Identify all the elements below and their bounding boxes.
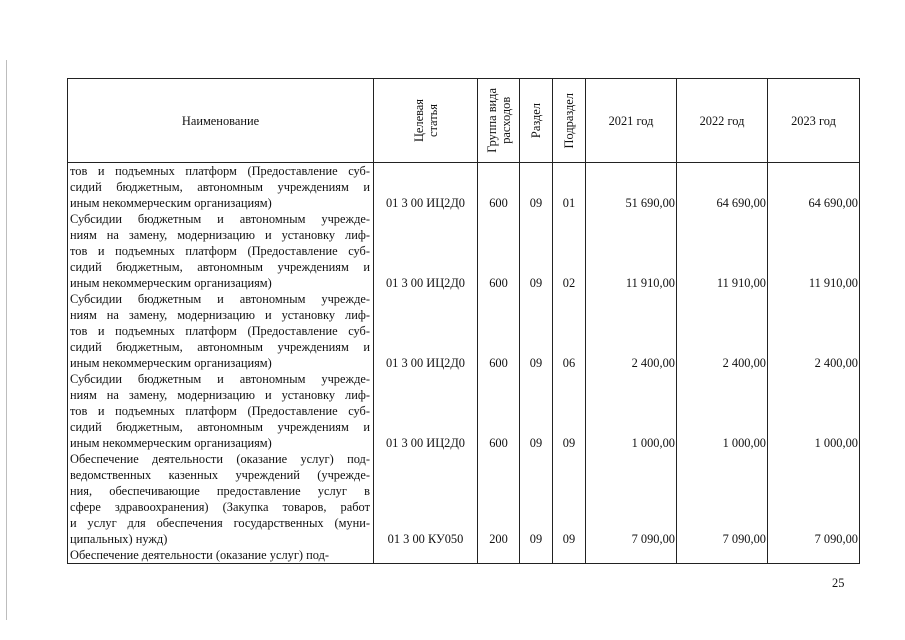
row-subsection: 01 [553,163,586,212]
page-number: 25 [832,576,845,590]
row-name-line: Обеспечение деятельности (оказание услуг) под- [70,452,370,466]
table-body [68,163,860,564]
row-name-line: тов и подъемных платформ (Предоставление суб- [70,244,370,258]
row-subsection [553,547,586,564]
row-name-cell [68,547,374,564]
row-name-line: сидий бюджетным, автономным учреждениям и [70,260,370,274]
row-name-cell [68,291,374,371]
row-amount-2021: 7 090,00 [586,451,677,547]
table-row [68,211,860,291]
row-amount-2023: 1 000,00 [768,371,860,451]
row-name-line: ниям на замену, модернизацию и установку лиф- [70,308,370,322]
row-expense-group: 600 [478,291,520,371]
row-name-line: тов и подъемных платформ (Предоставление суб- [70,164,370,178]
row-amount-2023 [768,547,860,564]
row-amount-2021: 2 400,00 [586,291,677,371]
row-name-line: ниям на замену, модернизацию и установку лиф- [70,228,370,242]
row-amount-2022: 1 000,00 [677,371,768,451]
table-row [68,163,860,212]
header-section-label: Раздел [529,102,543,139]
row-target-code: 01 3 00 ИЦ2Д0 [374,371,478,451]
header-name [68,79,374,163]
row-amount-2021: 11 910,00 [586,211,677,291]
row-amount-2022: 11 910,00 [677,211,768,291]
row-amount-2022 [677,547,768,564]
row-section: 09 [520,291,553,371]
row-subsection: 02 [553,211,586,291]
row-name-line: Обеспечение деятельности (оказание услуг) под- [70,548,330,562]
header-section [520,79,553,163]
page-margin-line [6,60,7,620]
row-section: 09 [520,163,553,212]
table-row [68,451,860,547]
row-expense-group: 600 [478,371,520,451]
row-expense-group: 600 [478,163,520,212]
header-2023 [768,79,860,163]
row-amount-2023: 64 690,00 [768,163,860,212]
table-row [68,371,860,451]
header-2023-label: 2023 год [791,113,836,128]
row-name-cell [68,371,374,451]
header-target-label: Целевая статья [411,98,440,143]
header-name-label: Наименование [181,113,260,128]
row-subsection: 09 [553,371,586,451]
row-target-code [374,547,478,564]
header-2021 [586,79,677,163]
header-2021-label: 2021 год [608,113,654,128]
row-section: 09 [520,451,553,547]
row-name-line: иным некоммерческим организациям) [70,196,272,210]
row-section: 09 [520,371,553,451]
row-name-line: ципальных) нужд) [70,532,168,546]
row-subsection: 09 [553,451,586,547]
row-target-code: 01 3 00 ИЦ2Д0 [374,211,478,291]
header-group-label: Группа вида расходов [484,88,513,153]
header-subsection [553,79,586,163]
row-name-cell [68,451,374,547]
row-name-line: иным некоммерческим организациям) [70,356,272,370]
row-name-line: сидий бюджетным, автономным учреждениям и [70,340,370,354]
row-amount-2021 [586,547,677,564]
row-expense-group [478,547,520,564]
header-subsection-label: Подраздел [562,92,576,149]
row-subsection: 06 [553,291,586,371]
row-name-line: иным некоммерческим организациям) [70,436,272,450]
header-2022 [677,79,768,163]
row-section: 09 [520,211,553,291]
row-amount-2023: 11 910,00 [768,211,860,291]
row-amount-2021: 51 690,00 [586,163,677,212]
row-expense-group: 600 [478,211,520,291]
row-name-cell [68,163,374,212]
row-name-line: Субсидии бюджетным и автономным учрежде- [70,212,370,226]
row-amount-2022: 64 690,00 [677,163,768,212]
row-name-line: тов и подъемных платформ (Предоставление суб- [70,404,370,418]
row-amount-2023: 2 400,00 [768,291,860,371]
row-target-code: 01 3 00 КУ050 [374,451,478,547]
header-group [478,79,520,163]
row-target-code: 01 3 00 ИЦ2Д0 [374,291,478,371]
row-name-line: сидий бюджетным, автономным учреждениям и [70,180,370,194]
row-name-cell [68,211,374,291]
row-amount-2022: 7 090,00 [677,451,768,547]
row-name-line: иным некоммерческим организациям) [70,276,272,290]
budget-table [67,78,860,564]
row-name-line: тов и подъемных платформ (Предоставление суб- [70,324,370,338]
row-target-code: 01 3 00 ИЦ2Д0 [374,163,478,212]
row-name-line: Субсидии бюджетным и автономным учрежде- [70,372,370,386]
row-name-line: ния, обеспечивающие предоставление услуг в [70,484,370,498]
row-amount-2021: 1 000,00 [586,371,677,451]
row-name-line: и услуг для обеспечения государственных (муни- [70,516,370,530]
header-row [68,79,860,163]
row-name-line: сидий бюджетным, автономным учреждениям и [70,420,370,434]
row-name-line: ниям на замену, модернизацию и установку лиф- [70,388,370,402]
row-expense-group: 200 [478,451,520,547]
row-name-line: сфере здравоохранения) (Закупка товаров, работ [70,500,370,514]
row-amount-2023: 7 090,00 [768,451,860,547]
row-name-line: ведомственных казенных учреждений (учрежде- [70,468,370,482]
row-name-line: Субсидии бюджетным и автономным учрежде- [70,292,370,306]
row-section [520,547,553,564]
table-row [68,291,860,371]
row-amount-2022: 2 400,00 [677,291,768,371]
table-row [68,547,860,564]
header-target [374,79,478,163]
header-2022-label: 2022 год [699,113,745,128]
